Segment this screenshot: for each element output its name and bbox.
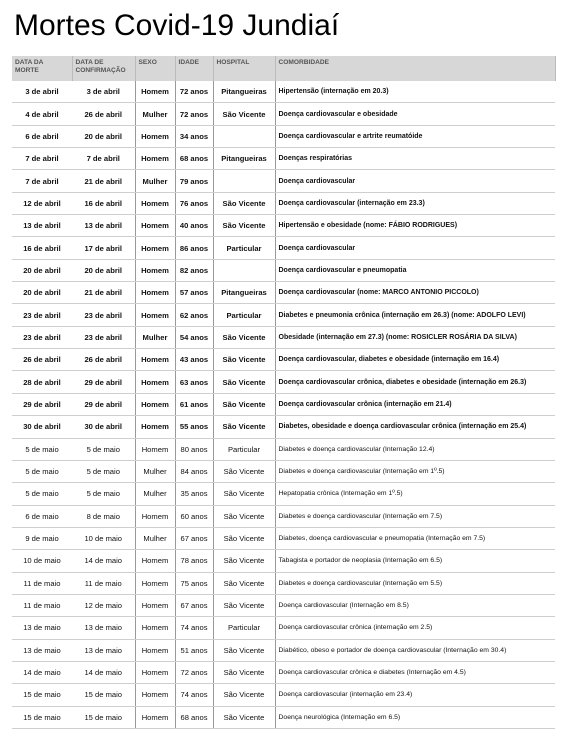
comorbidity-cell: Doença cardiovascular (internação em 23.4): [275, 684, 555, 706]
confirmation-date-cell: 15 de maio: [72, 706, 135, 728]
death-date-cell: 13 de abril: [12, 215, 72, 237]
table-row: [12, 505, 555, 527]
table-row: [12, 237, 555, 259]
table-row: [12, 594, 555, 616]
table-row: [12, 572, 555, 594]
sex-cell: Homem: [135, 304, 175, 326]
death-date-cell: 6 de maio: [12, 505, 72, 527]
death-date-cell: 11 de maio: [12, 572, 72, 594]
sex-cell: Homem: [135, 639, 175, 661]
sex-cell: Mulher: [135, 483, 175, 505]
sex-cell: Homem: [135, 505, 175, 527]
death-date-cell: 9 de maio: [12, 527, 72, 549]
age-cell: 76 anos: [175, 192, 213, 214]
confirmation-date-cell: 21 de abril: [72, 170, 135, 192]
table-row: [12, 684, 555, 706]
confirmation-date-cell: 29 de abril: [72, 371, 135, 393]
death-date-cell: 7 de abril: [12, 148, 72, 170]
age-cell: 67 anos: [175, 594, 213, 616]
confirmation-date-cell: 17 de abril: [72, 237, 135, 259]
death-date-cell: 30 de abril: [12, 416, 72, 438]
age-cell: 51 anos: [175, 639, 213, 661]
table-row: [12, 639, 555, 661]
hospital-cell: Particular: [213, 304, 275, 326]
comorbidity-cell: Diabetes e doença cardiovascular (Internação em 7.5): [275, 505, 555, 527]
death-date-cell: 12 de abril: [12, 192, 72, 214]
death-date-cell: 5 de maio: [12, 460, 72, 482]
table-row: [12, 282, 555, 304]
age-cell: 72 anos: [175, 81, 213, 103]
sex-cell: Homem: [135, 192, 175, 214]
confirmation-date-cell: 26 de abril: [72, 349, 135, 371]
hospital-cell: São Vicente: [213, 483, 275, 505]
age-cell: 57 anos: [175, 282, 213, 304]
age-cell: 68 anos: [175, 148, 213, 170]
age-cell: 78 anos: [175, 550, 213, 572]
confirmation-date-cell: 12 de maio: [72, 594, 135, 616]
comorbidity-cell: Diabetes e doença cardiovascular (Internação em 1º.5): [275, 460, 555, 482]
confirmation-date-cell: 13 de maio: [72, 639, 135, 661]
sex-cell: Homem: [135, 572, 175, 594]
header-sexo: SEXO: [135, 56, 175, 81]
sex-cell: Mulher: [135, 326, 175, 348]
table-row: [12, 81, 555, 103]
comorbidity-cell: Hepatopatia crônica (Internação em 1º.5): [275, 483, 555, 505]
comorbidity-cell: Doença cardiovascular e artrite reumatóide: [275, 125, 555, 147]
death-date-cell: 29 de abril: [12, 393, 72, 415]
hospital-cell: São Vicente: [213, 505, 275, 527]
age-cell: 62 anos: [175, 304, 213, 326]
confirmation-date-cell: 14 de maio: [72, 661, 135, 683]
hospital-cell: Particular: [213, 237, 275, 259]
sex-cell: Mulher: [135, 103, 175, 125]
header-comorbidade: COMORBIDADE: [275, 56, 555, 81]
hospital-cell: Pitangueiras: [213, 81, 275, 103]
table-row: [12, 393, 555, 415]
confirmation-date-cell: 13 de maio: [72, 617, 135, 639]
comorbidity-cell: Diabetes, obesidade e doença cardiovascular crônica (internação em 25.4): [275, 416, 555, 438]
age-cell: 55 anos: [175, 416, 213, 438]
table-row: [12, 527, 555, 549]
age-cell: 79 anos: [175, 170, 213, 192]
sex-cell: Homem: [135, 617, 175, 639]
table-row: [12, 550, 555, 572]
age-cell: 34 anos: [175, 125, 213, 147]
table-row: [12, 416, 555, 438]
sex-cell: Homem: [135, 349, 175, 371]
comorbidity-cell: Obesidade (internação em 27.3) (nome: ROSICLER ROSÁRIA DA SILVA): [275, 326, 555, 348]
table-row: [12, 103, 555, 125]
table-row: [12, 617, 555, 639]
confirmation-date-cell: 5 de maio: [72, 460, 135, 482]
death-date-cell: 6 de abril: [12, 125, 72, 147]
age-cell: 80 anos: [175, 438, 213, 460]
hospital-cell: São Vicente: [213, 684, 275, 706]
age-cell: 75 anos: [175, 572, 213, 594]
comorbidity-cell: Doença cardiovascular, diabetes e obesidade (internação em 16.4): [275, 349, 555, 371]
death-date-cell: 16 de abril: [12, 237, 72, 259]
confirmation-date-cell: 8 de maio: [72, 505, 135, 527]
sex-cell: Mulher: [135, 460, 175, 482]
table-row: [12, 349, 555, 371]
hospital-cell: São Vicente: [213, 192, 275, 214]
header-idade: IDADE: [175, 56, 213, 81]
hospital-cell: São Vicente: [213, 393, 275, 415]
hospital-cell: São Vicente: [213, 371, 275, 393]
confirmation-date-cell: 26 de abril: [72, 103, 135, 125]
age-cell: 74 anos: [175, 684, 213, 706]
hospital-cell: Particular: [213, 617, 275, 639]
age-cell: 43 anos: [175, 349, 213, 371]
confirmation-date-cell: 14 de maio: [72, 550, 135, 572]
death-date-cell: 20 de abril: [12, 259, 72, 281]
death-date-cell: 13 de maio: [12, 639, 72, 661]
table-row: [12, 483, 555, 505]
age-cell: 61 anos: [175, 393, 213, 415]
hospital-cell: São Vicente: [213, 594, 275, 616]
table-row: [12, 125, 555, 147]
age-cell: 72 anos: [175, 661, 213, 683]
comorbidity-cell: Hipertensão e obesidade (nome: FÁBIO RODRIGUES): [275, 215, 555, 237]
sex-cell: Homem: [135, 371, 175, 393]
age-cell: 86 anos: [175, 237, 213, 259]
confirmation-date-cell: 15 de maio: [72, 684, 135, 706]
sex-cell: Homem: [135, 259, 175, 281]
confirmation-date-cell: 23 de abril: [72, 304, 135, 326]
confirmation-date-cell: 10 de maio: [72, 527, 135, 549]
death-date-cell: 3 de abril: [12, 81, 72, 103]
death-date-cell: 11 de maio: [12, 594, 72, 616]
comorbidity-cell: Doença cardiovascular: [275, 170, 555, 192]
death-date-cell: 7 de abril: [12, 170, 72, 192]
sex-cell: Homem: [135, 706, 175, 728]
hospital-cell: São Vicente: [213, 661, 275, 683]
death-date-cell: 23 de abril: [12, 326, 72, 348]
age-cell: 60 anos: [175, 505, 213, 527]
hospital-cell: São Vicente: [213, 103, 275, 125]
comorbidity-cell: Doença cardiovascular: [275, 237, 555, 259]
confirmation-date-cell: 3 de abril: [72, 81, 135, 103]
sex-cell: Homem: [135, 438, 175, 460]
table-body: [12, 81, 555, 728]
table-row: [12, 371, 555, 393]
confirmation-date-cell: 20 de abril: [72, 125, 135, 147]
confirmation-date-cell: 30 de abril: [72, 416, 135, 438]
death-date-cell: 15 de maio: [12, 706, 72, 728]
sex-cell: Homem: [135, 125, 175, 147]
confirmation-date-cell: 11 de maio: [72, 572, 135, 594]
sex-cell: Homem: [135, 81, 175, 103]
confirmation-date-cell: 21 de abril: [72, 282, 135, 304]
table-row: [12, 438, 555, 460]
comorbidity-cell: Diabetes, doença cardiovascular e pneumopatia (Internação em 7.5): [275, 527, 555, 549]
comorbidity-cell: Doença cardiovascular e obesidade: [275, 103, 555, 125]
hospital-cell: [213, 170, 275, 192]
death-date-cell: 20 de abril: [12, 282, 72, 304]
table-row: [12, 215, 555, 237]
table-header-row: [12, 56, 555, 81]
table-row: [12, 148, 555, 170]
confirmation-date-cell: 20 de abril: [72, 259, 135, 281]
sex-cell: Homem: [135, 594, 175, 616]
age-cell: 67 anos: [175, 527, 213, 549]
comorbidity-cell: Doença cardiovascular crônica e diabetes (Internação em 4.5): [275, 661, 555, 683]
death-date-cell: 5 de maio: [12, 483, 72, 505]
hospital-cell: São Vicente: [213, 326, 275, 348]
table-row: [12, 192, 555, 214]
deaths-table: [12, 56, 556, 729]
comorbidity-cell: Doença cardiovascular crônica, diabetes e obesidade (internação em 26.3): [275, 371, 555, 393]
confirmation-date-cell: 29 de abril: [72, 393, 135, 415]
age-cell: 72 anos: [175, 103, 213, 125]
hospital-cell: São Vicente: [213, 639, 275, 661]
sex-cell: Homem: [135, 550, 175, 572]
comorbidity-cell: Doença cardiovascular e pneumopatia: [275, 259, 555, 281]
sex-cell: Mulher: [135, 170, 175, 192]
comorbidity-cell: Tabagista e portador de neoplasia (Internação em 6.5): [275, 550, 555, 572]
death-date-cell: 15 de maio: [12, 684, 72, 706]
death-date-cell: 5 de maio: [12, 438, 72, 460]
comorbidity-cell: Doença cardiovascular (nome: MARCO ANTONIO PICCOLO): [275, 282, 555, 304]
comorbidity-cell: Diabetes e doença cardiovascular (Internação em 5.5): [275, 572, 555, 594]
comorbidity-cell: Doença cardiovascular crônica (internação em 21.4): [275, 393, 555, 415]
death-date-cell: 23 de abril: [12, 304, 72, 326]
sex-cell: Homem: [135, 684, 175, 706]
death-date-cell: 26 de abril: [12, 349, 72, 371]
sex-cell: Homem: [135, 416, 175, 438]
age-cell: 40 anos: [175, 215, 213, 237]
comorbidity-cell: Doença cardiovascular (internação em 23.3): [275, 192, 555, 214]
confirmation-date-cell: 5 de maio: [72, 438, 135, 460]
table-row: [12, 170, 555, 192]
sex-cell: Homem: [135, 215, 175, 237]
sex-cell: Homem: [135, 237, 175, 259]
comorbidity-cell: Diabético, obeso e portador de doença cardiovascular (Internação em 30.4): [275, 639, 555, 661]
hospital-cell: São Vicente: [213, 349, 275, 371]
confirmation-date-cell: 16 de abril: [72, 192, 135, 214]
hospital-cell: [213, 125, 275, 147]
sex-cell: Mulher: [135, 527, 175, 549]
hospital-cell: São Vicente: [213, 572, 275, 594]
age-cell: 68 anos: [175, 706, 213, 728]
comorbidity-cell: Doença cardiovascular crônica (internação em 2.5): [275, 617, 555, 639]
hospital-cell: São Vicente: [213, 527, 275, 549]
hospital-cell: Particular: [213, 438, 275, 460]
comorbidity-cell: Diabetes e pneumonia crônica (internação em 26.3) (nome: ADOLFO LEVI): [275, 304, 555, 326]
table-row: [12, 304, 555, 326]
sex-cell: Homem: [135, 661, 175, 683]
confirmation-date-cell: 23 de abril: [72, 326, 135, 348]
confirmation-date-cell: 13 de abril: [72, 215, 135, 237]
death-date-cell: 10 de maio: [12, 550, 72, 572]
age-cell: 35 anos: [175, 483, 213, 505]
death-date-cell: 13 de maio: [12, 617, 72, 639]
table-row: [12, 661, 555, 683]
table-row: [12, 326, 555, 348]
age-cell: 84 anos: [175, 460, 213, 482]
age-cell: 63 anos: [175, 371, 213, 393]
comorbidity-cell: Doença neurológica (Internação em 6.5): [275, 706, 555, 728]
hospital-cell: Pitangueiras: [213, 148, 275, 170]
header-data-de-confirmacao: DATA DE CONFIRMAÇÃO: [72, 56, 135, 81]
hospital-cell: São Vicente: [213, 416, 275, 438]
sex-cell: Homem: [135, 393, 175, 415]
age-cell: 82 anos: [175, 259, 213, 281]
page-title: Mortes Covid-19 Jundiaí: [14, 9, 340, 42]
confirmation-date-cell: 5 de maio: [72, 483, 135, 505]
death-date-cell: 14 de maio: [12, 661, 72, 683]
comorbidity-cell: Doenças respiratórias: [275, 148, 555, 170]
hospital-cell: São Vicente: [213, 550, 275, 572]
table-row: [12, 706, 555, 728]
comorbidity-cell: Doença cardiovascular (Internação em 8.5): [275, 594, 555, 616]
comorbidity-cell: Hipertensão (internação em 20.3): [275, 81, 555, 103]
age-cell: 74 anos: [175, 617, 213, 639]
hospital-cell: São Vicente: [213, 460, 275, 482]
hospital-cell: Pitangueiras: [213, 282, 275, 304]
hospital-cell: São Vicente: [213, 706, 275, 728]
confirmation-date-cell: 7 de abril: [72, 148, 135, 170]
hospital-cell: [213, 259, 275, 281]
sex-cell: Homem: [135, 282, 175, 304]
table-row: [12, 460, 555, 482]
table-row: [12, 259, 555, 281]
comorbidity-cell: Diabetes e doença cardiovascular (Internação 12.4): [275, 438, 555, 460]
death-date-cell: 4 de abril: [12, 103, 72, 125]
age-cell: 54 anos: [175, 326, 213, 348]
header-hospital: HOSPITAL: [213, 56, 275, 81]
death-date-cell: 28 de abril: [12, 371, 72, 393]
header-data-da-morte: DATA DA MORTE: [12, 56, 72, 81]
hospital-cell: São Vicente: [213, 215, 275, 237]
sex-cell: Homem: [135, 148, 175, 170]
